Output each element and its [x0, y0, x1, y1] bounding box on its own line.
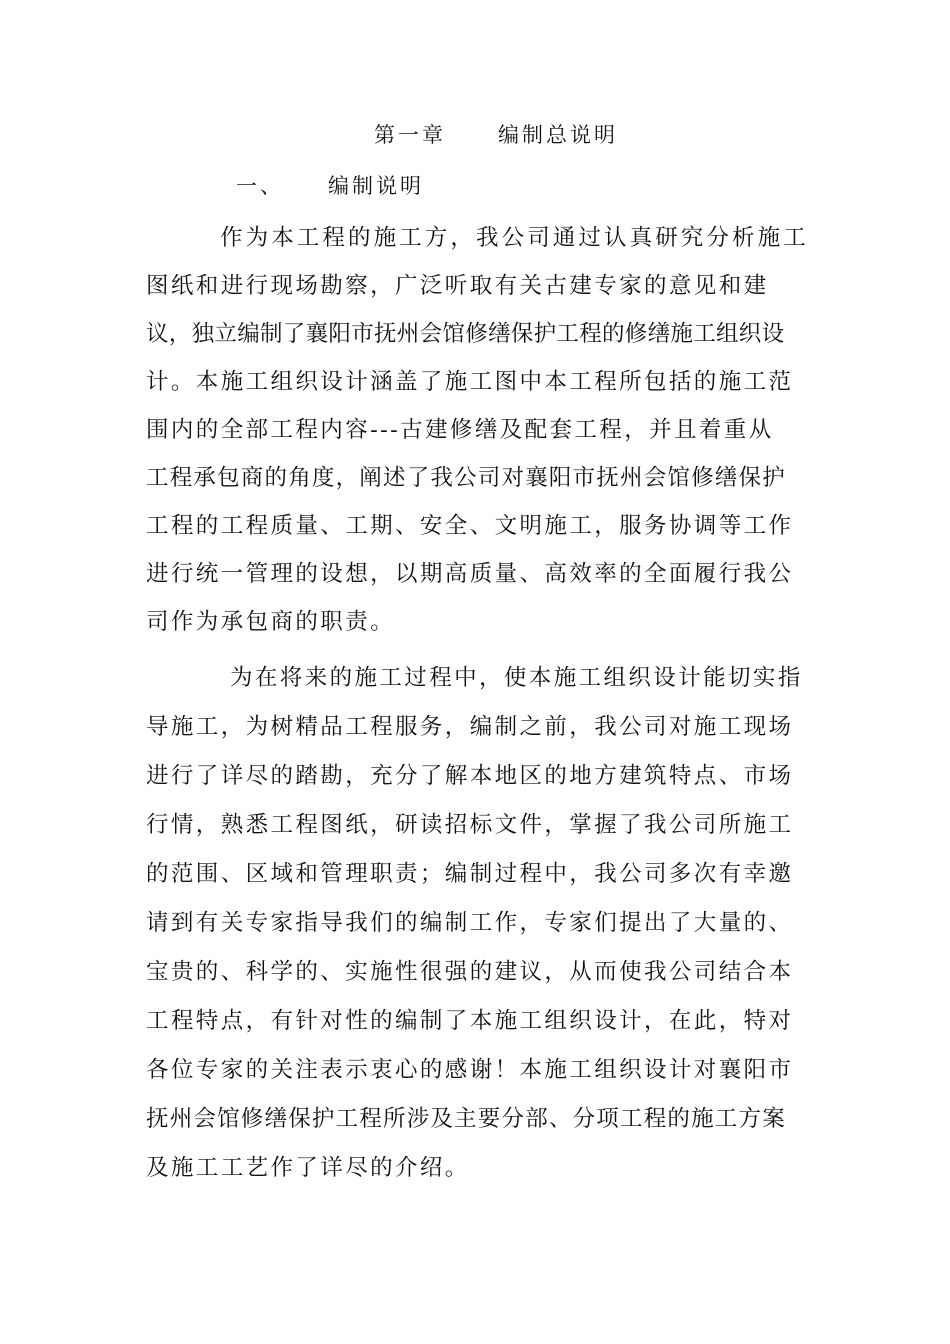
paragraph-2-line-3: 进行了详尽的踏勘，充分了解本地区的地方建筑特点、市场: [146, 763, 794, 789]
paragraph-1-line-6: 工程承包商的角度，阐述了我公司对襄阳市抚州会馆修缮保护: [146, 465, 786, 491]
paragraph-2-line-9: 各位专家的关注表示衷心的感谢！本施工组织设计对襄阳市: [146, 1057, 794, 1083]
paragraph-2-line-4: 行情，熟悉工程图纸，研读招标文件，掌握了我公司所施工: [146, 812, 794, 838]
paragraph-2-line-5: 的范围、区域和管理职责；编制过程中，我公司多次有幸邀: [146, 861, 794, 887]
section-heading: [236, 170, 424, 202]
paragraph-1-line-1: 作为本工程的施工方，我公司通过认真研究分析施工: [220, 225, 809, 251]
paragraph-2-line-8: 工程特点，有针对性的编制了本施工组织设计，在此，特对: [146, 1008, 794, 1034]
paragraph-2-line-2: 导施工，为树精品工程服务，编制之前，我公司对施工现场: [146, 714, 794, 740]
paragraph-2-line-11: 及施工工艺作了详尽的介绍。: [146, 1155, 470, 1181]
paragraph-2-line-1: 为在将来的施工过程中，使本施工组织设计能切实指: [230, 665, 803, 691]
paragraph-1-line-9: 司作为承包商的职责。: [146, 609, 396, 635]
paragraph-1-line-7: 工程的工程质量、工期、安全、文明施工，服务协调等工作: [146, 513, 794, 539]
section-title: 编制说明: [328, 174, 424, 198]
paragraph-2-line-6: 请到有关专家指导我们的编制工作，专家们提出了大量的、: [146, 910, 794, 936]
chapter-title: [0, 119, 950, 151]
paragraph-1-line-4: 计。本施工组织设计涵盖了施工图中本工程所包括的施工范: [146, 369, 794, 395]
paragraph-1-line-5: 围内的全部工程内容---古建修缮及配套工程，并且着重从: [146, 417, 774, 443]
paragraph-2-line-7: 宝贵的、科学的、实施性很强的建议，从而使我公司结合本: [146, 959, 794, 985]
chapter-name: 编制总说明: [498, 123, 618, 147]
paragraph-1-line-3: 议，独立编制了襄阳市抚州会馆修缮保护工程的修缮施工组织设: [146, 321, 785, 347]
paragraph-2-line-10: 抚州会馆修缮保护工程所涉及主要分部、分项工程的施工方案: [146, 1106, 786, 1132]
section-number: 一、: [236, 174, 284, 198]
chapter-number: 第一章: [374, 123, 446, 147]
paragraph-1-line-2: 图纸和进行现场勘察，广泛听取有关古建专家的意见和建: [146, 273, 769, 299]
paragraph-1-line-8: 进行统一管理的设想，以期高质量、高效率的全面履行我公: [146, 561, 794, 587]
